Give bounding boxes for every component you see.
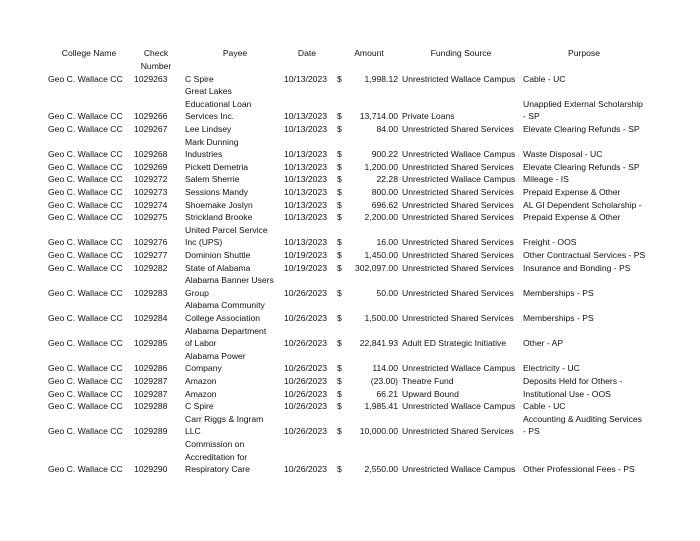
cell-purpose: Accounting & Auditing Services [523, 413, 642, 424]
cell-payee: Services Inc. [185, 111, 235, 122]
cell-dollar-sign: $ [337, 149, 342, 160]
cell-purpose: Insurance and Bonding - PS [523, 262, 631, 273]
cell-dollar-sign: $ [337, 199, 342, 210]
cell-payee: Dominion Shuttle [185, 249, 251, 260]
cell-amount: 1,998.12 [364, 73, 398, 84]
cell-payee: Educational Loan [185, 98, 252, 109]
cell-payee: Alabama Power [185, 350, 246, 361]
cell-college-name: Geo C. Wallace CC [48, 111, 123, 122]
cell-funding-source: Unrestricted Shared Services [402, 199, 514, 210]
cell-college-name: Geo C. Wallace CC [48, 401, 123, 412]
cell-check-number: 1029286 [134, 363, 168, 374]
cell-payee: C Spire [185, 401, 214, 412]
cell-purpose: Prepaid Expense & Other [523, 186, 621, 197]
cell-date: 10/26/2023 [284, 464, 328, 475]
cell-purpose: Institutional Use - OOS [523, 388, 611, 399]
cell-purpose: Elevate Clearing Refunds - SP [523, 123, 640, 134]
cell-check-number: 1029277 [134, 249, 168, 260]
cell-check-number: 1029267 [134, 123, 168, 134]
cell-dollar-sign: $ [337, 123, 342, 134]
cell-purpose: Deposits Held for Others - [523, 375, 623, 386]
cell-payee: Great Lakes [185, 86, 232, 97]
cell-purpose: AL GI Dependent Scholarship - [523, 199, 642, 210]
cell-amount: 1,500.00 [364, 312, 398, 323]
cell-amount: 1,450.00 [364, 249, 398, 260]
cell-date: 10/13/2023 [284, 174, 328, 185]
cell-purpose: Unapplied External Scholarship [523, 98, 643, 109]
cell-dollar-sign: $ [337, 401, 342, 412]
cell-dollar-sign: $ [337, 237, 342, 248]
cell-date: 10/13/2023 [284, 212, 328, 223]
cell-funding-source: Unrestricted Wallace Campus [402, 464, 516, 475]
cell-college-name: Geo C. Wallace CC [48, 123, 123, 134]
cell-payee: Lee Lindsey [185, 123, 232, 134]
cell-funding-source: Unrestricted Shared Services [402, 426, 514, 437]
cell-amount: 114.00 [372, 363, 398, 374]
header-payee: Payee [222, 48, 248, 58]
cell-check-number: 1029285 [134, 338, 168, 349]
cell-dollar-sign: $ [337, 388, 342, 399]
cell-payee: Amazon [185, 388, 217, 399]
cell-check-number: 1029289 [134, 426, 168, 437]
cell-amount: 84.00 [376, 123, 398, 134]
cell-date: 10/13/2023 [284, 73, 328, 84]
cell-payee: Mark Dunning [185, 136, 239, 147]
cell-payee: College Association [185, 312, 261, 323]
cell-date: 10/19/2023 [284, 249, 328, 260]
cell-check-number: 1029273 [134, 186, 168, 197]
cell-check-number: 1029287 [134, 375, 168, 386]
cell-check-number: 1029269 [134, 161, 168, 172]
cell-purpose: Prepaid Expense & Other [523, 212, 621, 223]
cell-college-name: Geo C. Wallace CC [48, 186, 123, 197]
cell-check-number: 1029287 [134, 388, 168, 399]
cell-funding-source: Unrestricted Shared Services [402, 287, 514, 298]
cell-payee: Industries [185, 149, 223, 160]
cell-amount: 22,841.93 [359, 338, 398, 349]
header-check-line2: Number [140, 60, 172, 71]
cell-payee: of Labor [185, 338, 217, 349]
cell-check-number: 1029288 [134, 401, 168, 412]
cell-purpose: Other Professional Fees - PS [523, 464, 635, 475]
cell-purpose: Memberships - PS [523, 287, 594, 298]
cell-purpose: Elevate Clearing Refunds - SP [523, 161, 640, 172]
cell-amount: 900.22 [371, 149, 398, 160]
cell-funding-source: Unrestricted Shared Services [402, 212, 514, 223]
cell-purpose: - PS [523, 426, 540, 437]
cell-date: 10/13/2023 [284, 186, 328, 197]
cell-payee: Group [185, 287, 209, 298]
cell-college-name: Geo C. Wallace CC [48, 199, 123, 210]
cell-college-name: Geo C. Wallace CC [48, 262, 123, 273]
cell-dollar-sign: $ [337, 249, 342, 260]
cell-amount: 22.28 [376, 174, 398, 185]
header-check-line1: Check [143, 48, 169, 58]
header-date: Date [297, 48, 317, 58]
cell-funding-source: Unrestricted Wallace Campus [402, 149, 516, 160]
cell-funding-source: Unrestricted Shared Services [402, 161, 514, 172]
cell-purpose: Waste Disposal - UC [523, 149, 603, 160]
cell-funding-source: Unrestricted Shared Services [402, 123, 514, 134]
header-amount: Amount [354, 48, 384, 58]
cell-payee: Commission on [185, 438, 245, 449]
cell-payee: Respiratory Care [185, 464, 250, 475]
cell-check-number: 1029266 [134, 111, 168, 122]
cell-check-number: 1029268 [134, 149, 168, 160]
cell-college-name: Geo C. Wallace CC [48, 249, 123, 260]
cell-check-number: 1029276 [134, 237, 168, 248]
cell-check-number: 1029274 [134, 199, 168, 210]
cell-check-number: 1029282 [134, 262, 168, 273]
cell-check-number: 1029284 [134, 312, 168, 323]
cell-amount: 50.00 [376, 287, 398, 298]
cell-payee: Shoemake Joslyn [185, 199, 253, 210]
cell-date: 10/26/2023 [284, 401, 328, 412]
cell-dollar-sign: $ [337, 338, 342, 349]
cell-date: 10/26/2023 [284, 287, 328, 298]
cell-purpose: Mileage - IS [523, 174, 569, 185]
cell-funding-source: Unrestricted Wallace Campus [402, 401, 516, 412]
cell-amount: 10,000.00 [359, 426, 398, 437]
cell-date: 10/19/2023 [284, 262, 328, 273]
cell-dollar-sign: $ [337, 426, 342, 437]
cell-college-name: Geo C. Wallace CC [48, 426, 123, 437]
cell-payee: Alabama Community [185, 300, 265, 311]
cell-funding-source: Private Loans [402, 111, 455, 122]
cell-dollar-sign: $ [337, 111, 342, 122]
cell-funding-source: Unrestricted Shared Services [402, 186, 514, 197]
cell-college-name: Geo C. Wallace CC [48, 375, 123, 386]
cell-college-name: Geo C. Wallace CC [48, 287, 123, 298]
cell-funding-source: Unrestricted Shared Services [402, 237, 514, 248]
cell-check-number: 1029290 [134, 464, 168, 475]
cell-payee: Alabama Department [185, 325, 267, 336]
cell-dollar-sign: $ [337, 464, 342, 475]
cell-amount: 13,714.00 [359, 111, 398, 122]
cell-dollar-sign: $ [337, 262, 342, 273]
cell-purpose: Cable - UC [523, 73, 566, 84]
cell-dollar-sign: $ [337, 212, 342, 223]
cell-payee: Company [185, 363, 222, 374]
cell-date: 10/26/2023 [284, 363, 328, 374]
header-funding-source: Funding Source [430, 48, 492, 58]
cell-payee: Strickland Brooke [185, 212, 253, 223]
cell-check-number: 1029272 [134, 174, 168, 185]
cell-payee: LLC [185, 426, 201, 437]
cell-check-number: 1029275 [134, 212, 168, 223]
cell-date: 10/26/2023 [284, 375, 328, 386]
cell-amount: (23.00) [370, 375, 398, 386]
cell-dollar-sign: $ [337, 312, 342, 323]
cell-payee: Pickett Demetria [185, 161, 249, 172]
cell-purpose: Other - AP [523, 338, 564, 349]
cell-purpose: Cable - UC [523, 401, 566, 412]
cell-funding-source: Adult ED Strategic Initiative [402, 338, 507, 349]
cell-amount: 800.00 [371, 186, 398, 197]
cell-dollar-sign: $ [337, 363, 342, 374]
cell-date: 10/13/2023 [284, 237, 328, 248]
cell-payee: United Parcel Service [185, 224, 268, 235]
cell-date: 10/26/2023 [284, 312, 328, 323]
cell-funding-source: Unrestricted Wallace Campus [402, 73, 516, 84]
cell-date: 10/26/2023 [284, 426, 328, 437]
cell-dollar-sign: $ [337, 73, 342, 84]
cell-payee: Sessions Mandy [185, 186, 249, 197]
cell-college-name: Geo C. Wallace CC [48, 73, 123, 84]
cell-dollar-sign: $ [337, 375, 342, 386]
cell-college-name: Geo C. Wallace CC [48, 464, 123, 475]
cell-funding-source: Unrestricted Shared Services [402, 262, 514, 273]
cell-payee: Alabama Banner Users [185, 275, 274, 286]
cell-funding-source: Upward Bound [402, 388, 459, 399]
cell-college-name: Geo C. Wallace CC [48, 161, 123, 172]
cell-dollar-sign: $ [337, 186, 342, 197]
cell-amount: 2,200.00 [364, 212, 398, 223]
cell-amount: 302,097.00 [354, 262, 398, 273]
cell-payee: Salem Sherrie [185, 174, 240, 185]
cell-check-number: 1029283 [134, 287, 168, 298]
cell-date: 10/13/2023 [284, 111, 328, 122]
cell-college-name: Geo C. Wallace CC [48, 388, 123, 399]
cell-college-name: Geo C. Wallace CC [48, 363, 123, 374]
cell-funding-source: Unrestricted Wallace Campus [402, 174, 516, 185]
cell-payee: Accreditation for [185, 451, 248, 462]
cell-college-name: Geo C. Wallace CC [48, 149, 123, 160]
cell-college-name: Geo C. Wallace CC [48, 338, 123, 349]
cell-amount: 1,985.41 [364, 401, 398, 412]
cell-funding-source: Unrestricted Shared Services [402, 249, 514, 260]
cell-dollar-sign: $ [337, 174, 342, 185]
cell-funding-source: Unrestricted Shared Services [402, 312, 514, 323]
cell-payee: Carr Riggs & Ingram [185, 413, 264, 424]
cell-college-name: Geo C. Wallace CC [48, 312, 123, 323]
cell-funding-source: Unrestricted Wallace Campus [402, 363, 516, 374]
cell-payee: State of Alabama [185, 262, 251, 273]
cell-purpose: Other Contractual Services - PS [523, 249, 646, 260]
cell-purpose: Memberships - PS [523, 312, 594, 323]
cell-payee: Inc (UPS) [185, 237, 223, 248]
header-college-name: College Name [61, 48, 117, 58]
cell-dollar-sign: $ [337, 287, 342, 298]
cell-amount: 16.00 [376, 237, 398, 248]
cell-date: 10/13/2023 [284, 199, 328, 210]
cell-date: 10/13/2023 [284, 149, 328, 160]
cell-college-name: Geo C. Wallace CC [48, 212, 123, 223]
cell-funding-source: Theatre Fund [402, 375, 454, 386]
cell-purpose: - SP [523, 111, 540, 122]
cell-amount: 66.21 [376, 388, 398, 399]
cell-date: 10/26/2023 [284, 338, 328, 349]
cell-check-number: 1029263 [134, 73, 168, 84]
cell-dollar-sign: $ [337, 161, 342, 172]
cell-date: 10/13/2023 [284, 161, 328, 172]
cell-amount: 696.62 [371, 199, 398, 210]
cell-amount: 2,550.00 [364, 464, 398, 475]
cell-date: 10/26/2023 [284, 388, 328, 399]
cell-purpose: Freight - OOS [523, 237, 577, 248]
cell-date: 10/13/2023 [284, 123, 328, 134]
cell-amount: 1,200.00 [364, 161, 398, 172]
cell-purpose: Electricity - UC [523, 363, 580, 374]
header-purpose: Purpose [567, 48, 600, 58]
cell-college-name: Geo C. Wallace CC [48, 237, 123, 248]
cell-payee: Amazon [185, 375, 217, 386]
cell-payee: C Spire [185, 73, 214, 84]
cell-college-name: Geo C. Wallace CC [48, 174, 123, 185]
